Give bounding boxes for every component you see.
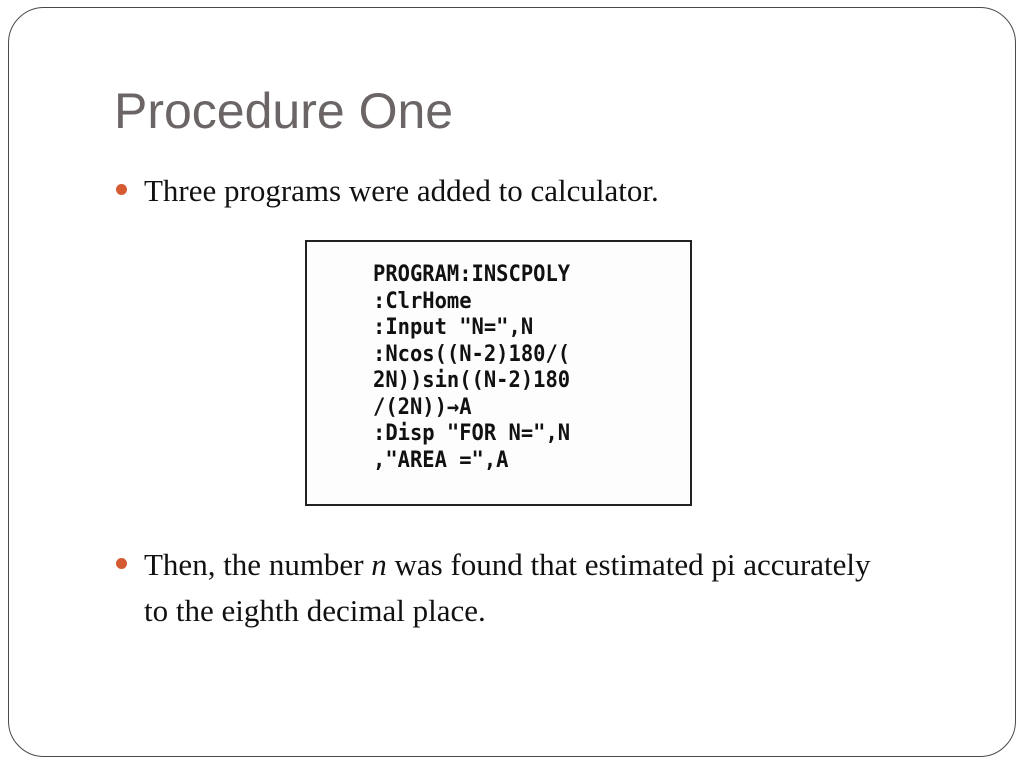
- bullet-text-part: Then, the number: [144, 547, 372, 582]
- bullet-text: [116, 542, 876, 634]
- code-line: ,"AREA =",A: [373, 447, 509, 473]
- calculator-screen-image: [305, 240, 692, 506]
- code-line: PROGRAM:INSCPOLY: [373, 262, 571, 287]
- code-line: 2N))sin((N-2)180: [373, 368, 571, 393]
- code-line: :Ncos((N-2)180/(: [373, 341, 571, 367]
- code-line: :Input "N=",N: [373, 315, 534, 340]
- bullet-dot-icon: [116, 558, 127, 569]
- variable-n: n: [371, 547, 387, 582]
- bullet-text-part: was found that estimated pi accurately to the eighth decimal place.: [144, 547, 871, 628]
- bullet-item: [116, 542, 876, 634]
- bullet-text: Three programs were added to calculator.: [144, 173, 659, 208]
- slide-title: Procedure One: [114, 83, 454, 139]
- bullet-dot-icon: [116, 184, 127, 195]
- calculator-program-code: [373, 262, 570, 474]
- code-line: :Disp "FOR N=",N: [373, 421, 571, 446]
- bullet-item: [116, 168, 876, 214]
- code-line: /(2N))→A: [373, 394, 472, 420]
- code-line: :ClrHome: [373, 288, 472, 314]
